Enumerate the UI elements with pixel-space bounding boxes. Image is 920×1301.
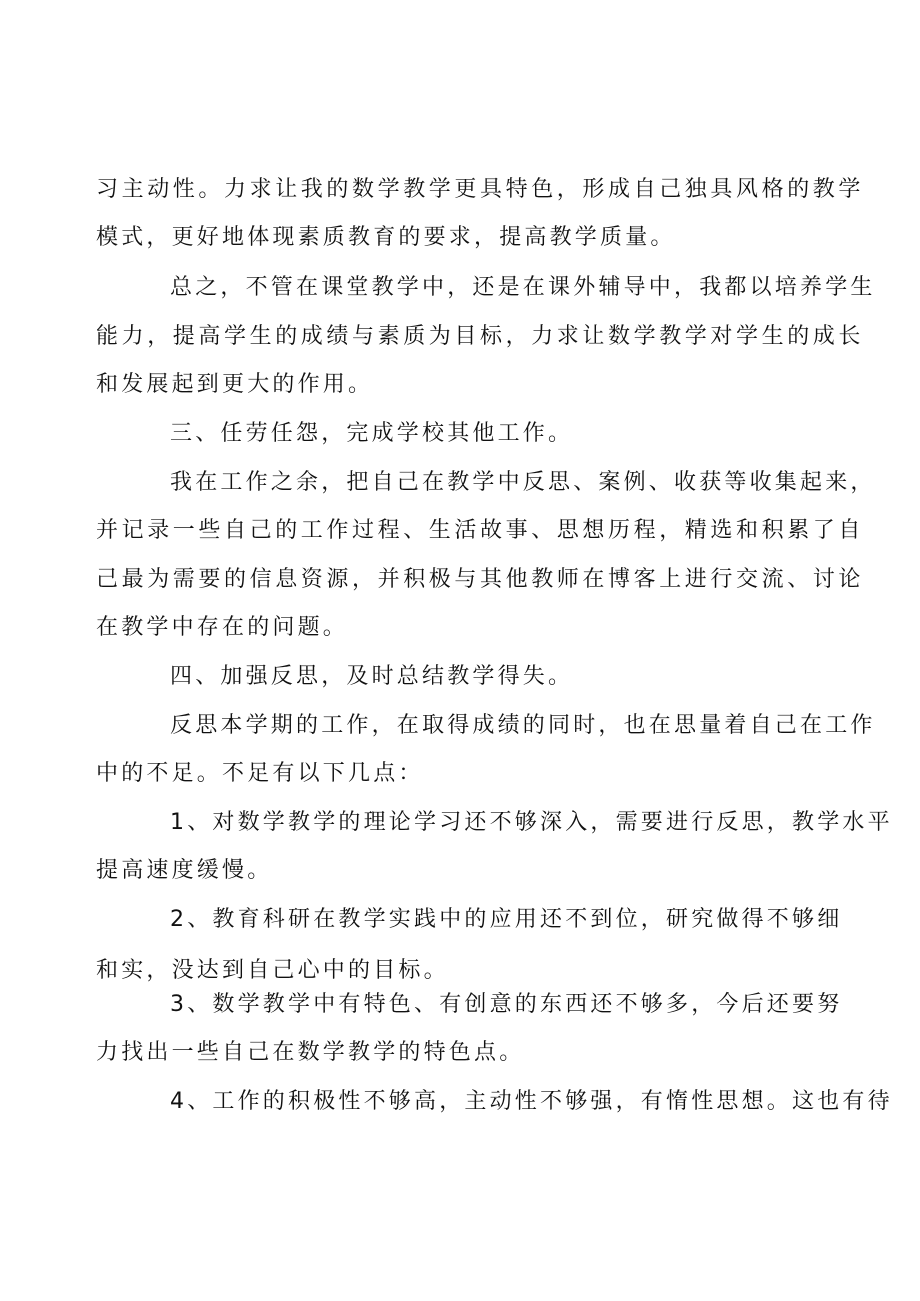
text-line: 并记录一些自己的工作过程、生活故事、思想历程，精选和积累了自 (96, 518, 865, 543)
text-line: 和发展起到更大的作用。 (96, 372, 374, 397)
text-line: 2、教育科研在教学实践中的应用还不到位，研究做得不够细 (170, 907, 843, 932)
text-line: 在教学中存在的问题。 (96, 615, 349, 640)
text-line: 4、工作的积极性不够高，主动性不够强，有惰性思想。这也有待 (170, 1089, 893, 1114)
text-line: 和实，没达到自己心中的目标。 (96, 958, 449, 983)
text-line: 总之，不管在课堂教学中，还是在课外辅导中，我都以培养学生 (170, 275, 876, 300)
text-line: 中的不足。不足有以下几点： (96, 761, 424, 786)
text-line: 模式，更好地体现素质教育的要求，提高教学质量。 (96, 225, 676, 250)
text-line: 己最为需要的信息资源，并积极与其他教师在博客上进行交流、讨论 (96, 567, 865, 592)
text-line: 1、对数学教学的理论学习还不够深入，需要进行反思，教学水平 (170, 810, 893, 835)
text-line: 能力，提高学生的成绩与素质为目标，力求让数学教学对学生的成长 (96, 324, 865, 349)
section-heading: 三、任劳任怨，完成学校其他工作。 (170, 421, 574, 446)
text-line: 提高速度缓慢。 (96, 858, 273, 883)
text-line: 反思本学期的工作，在取得成绩的同时，也在思量着自己在工作 (170, 713, 876, 738)
text-line: 力找出一些自己在数学教学的特色点。 (96, 1040, 525, 1065)
text-line: 我在工作之余，把自己在教学中反思、案例、收获等收集起来， (170, 470, 876, 495)
section-heading: 四、加强反思，及时总结教学得失。 (170, 664, 574, 689)
text-line: 习主动性。力求让我的数学教学更具特色，形成自己独具风格的教学 (96, 177, 865, 202)
text-line: 3、数学教学中有特色、有创意的东西还不够多，今后还要努 (170, 992, 843, 1017)
